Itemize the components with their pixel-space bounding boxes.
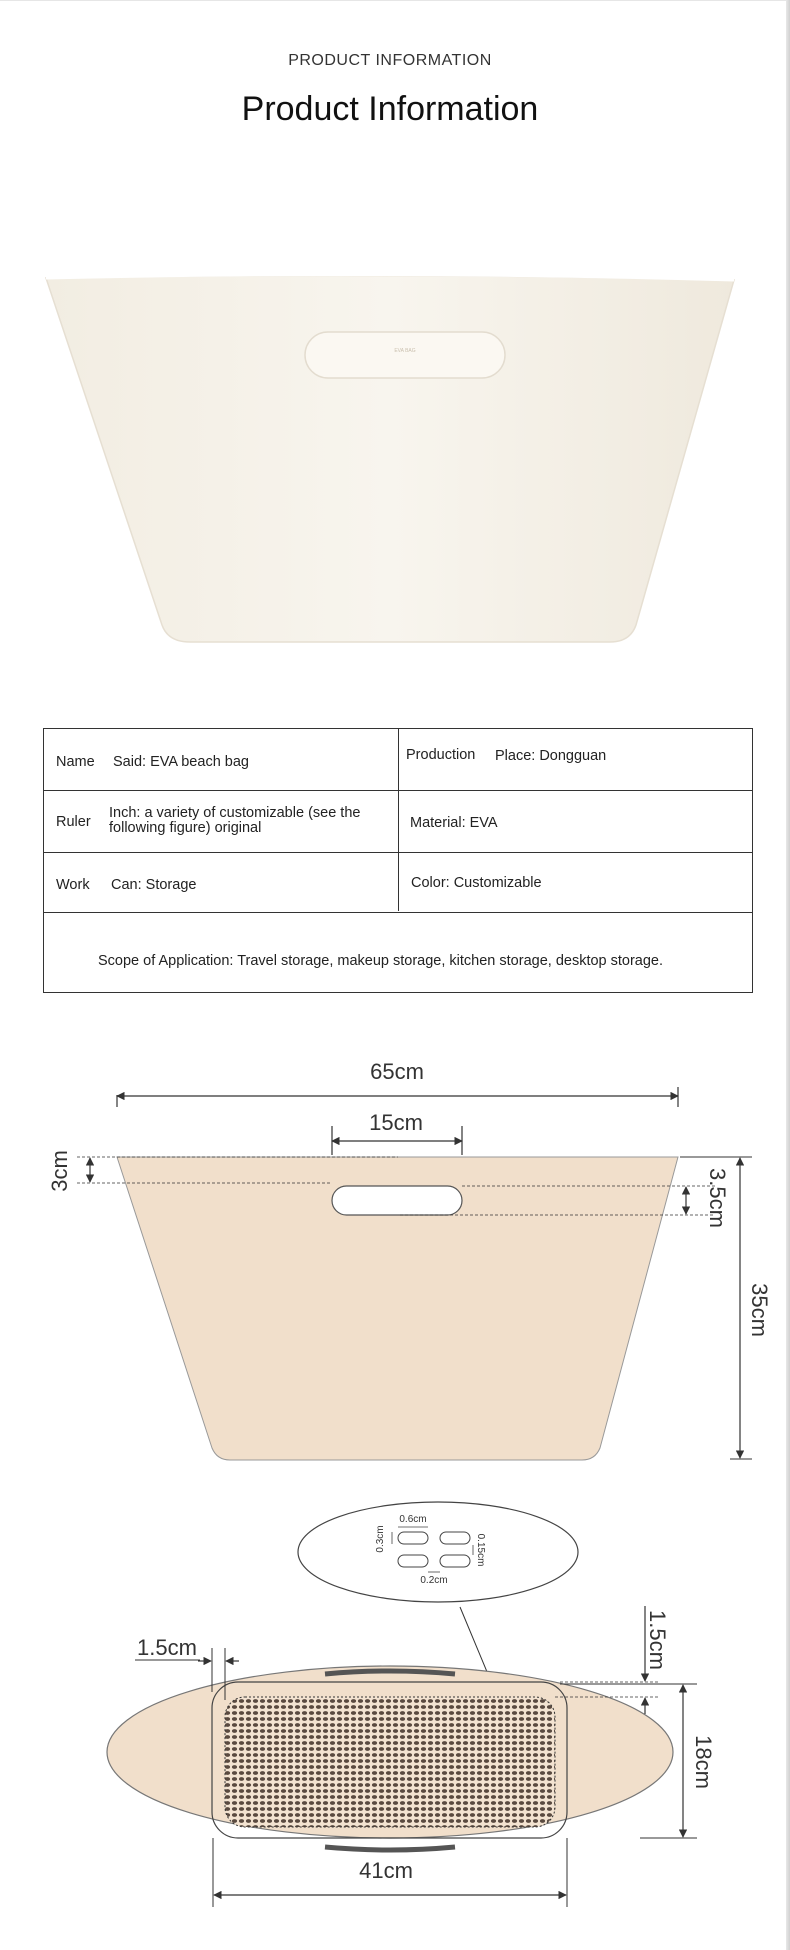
scope-value: Scope of Application: Travel storage, makeup storage, kitchen storage, desktop storage.	[98, 953, 664, 969]
ruler-value-line2: following figure) original	[109, 820, 262, 836]
dim-base-depth: 18cm	[691, 1735, 716, 1789]
handle-cutout	[332, 1186, 462, 1215]
dim-hole-gap-horizontal: 0.2cm	[420, 1575, 448, 1586]
spec-row	[44, 791, 752, 853]
dim-height: 35cm	[747, 1283, 772, 1337]
production-label: Production	[406, 747, 476, 763]
dim-handle-width: 15cm	[369, 1110, 423, 1135]
spec-row	[44, 729, 752, 791]
dim-handle-depth: 3.5cm	[705, 1168, 730, 1228]
work-label: Work	[56, 877, 90, 893]
material-value: Material: EVA	[410, 815, 498, 831]
perforated-panel	[225, 1697, 555, 1827]
dimension-diagram	[0, 1020, 790, 1950]
dim-side-margin: 1.5cm	[137, 1635, 197, 1660]
dim-top-margin: 3cm	[47, 1150, 72, 1192]
name-value: Said: EVA beach bag	[113, 754, 249, 770]
dim-base-top-margin: 1.5cm	[645, 1610, 670, 1670]
hole-detail-callout	[298, 1502, 578, 1602]
dim-hole-width: 0.6cm	[399, 1514, 427, 1525]
section-eyebrow: PRODUCT INFORMATION	[288, 52, 492, 69]
product-photo	[40, 250, 740, 670]
spec-row	[44, 913, 752, 993]
name-label: Name	[56, 754, 95, 770]
top-divider	[0, 0, 790, 1]
dim-width-top: 65cm	[370, 1059, 424, 1084]
page-title: Product Information	[241, 90, 539, 128]
color-value: Color: Customizable	[411, 875, 542, 891]
work-value: Can: Storage	[111, 877, 197, 893]
dim-hole-gap-vertical: 0.15cm	[475, 1533, 486, 1567]
ruler-label: Ruler	[56, 814, 91, 830]
dim-hole-height: 0.3cm	[375, 1525, 386, 1553]
production-value: Place: Dongguan	[495, 748, 607, 764]
brand-mark: EVA BAG	[394, 348, 416, 354]
ruler-value-line1: Inch: a variety of customizable (see the	[109, 805, 361, 821]
spec-row	[44, 853, 752, 913]
specs-table	[43, 728, 753, 993]
dim-base-width: 41cm	[359, 1858, 413, 1883]
